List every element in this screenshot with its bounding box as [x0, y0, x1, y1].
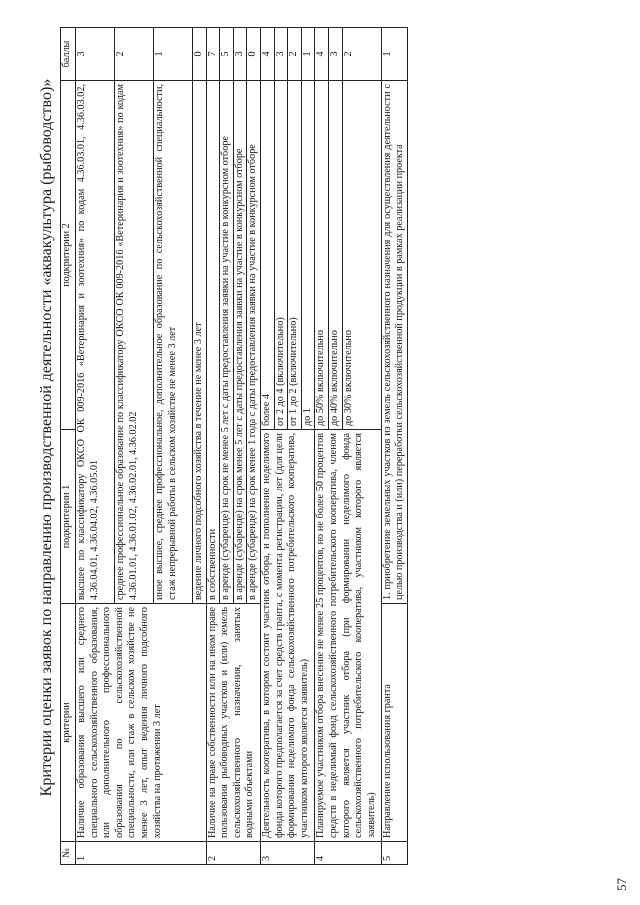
- score-value: 2: [115, 28, 154, 81]
- subcriterion-text: в аренде (субаренде) на срок не менее 5 лет с даты предоставления заявки на участие в конкурсном отборе: [220, 81, 234, 604]
- header-subcriteria-1: подкритерии 1: [61, 430, 76, 604]
- criterion-text: Планируемое участником отбора внесение не менее 25 процентов, но не более 50 процентов средств в неделимый фонд сельскохозяйственного потребительского кооператива, членом которого является участник отбора (при формировании неделимого фонда сельскохозяйственного потребительского кооператива, участником которого является заявитель): [315, 430, 381, 842]
- score-value: 3: [328, 28, 342, 81]
- score-value: 3: [76, 28, 115, 81]
- header-num: №: [61, 842, 76, 865]
- table-row: [260, 28, 274, 865]
- criterion-number: 4: [315, 842, 381, 865]
- score-value: 1: [381, 28, 407, 81]
- header-score: баллы: [61, 28, 76, 81]
- page-number: 57: [614, 878, 629, 891]
- table-row: [76, 28, 115, 865]
- subcriterion-2-text: более 4: [260, 81, 274, 430]
- score-value: 4: [315, 28, 329, 81]
- subcriterion-text: высшее по классификатору ОКСО ОК 009-2016 «Ветеринария и зоотехния» по кодам 4.36.03.01, 4.36.03.02, 4.36.04.01, 4.36.04.02, 4.36.05.01: [76, 81, 115, 604]
- table-row: [206, 28, 220, 865]
- score-value: 2: [288, 28, 302, 81]
- subcriterion-text: в аренде (субаренде) на срок менее 5 лет с даты предоставления заявки на участие в конкурсном отборе: [233, 81, 247, 604]
- subcriterion-text: в аренде (субаренде) на срок менее 1 года с даты предоставления заявки на участие в конкурсном отборе: [247, 81, 261, 604]
- criterion-number: 3: [260, 842, 314, 865]
- criterion-text: Наличие образования высшего или среднего специального сельскохозяйственного образования, или дополнительного профессионального образования по сельскохозяйственной специальности, или стаж в сельском хозяйстве не менее 3 лет, опыт ведения личного подсобного хозяйства на протяжении 3 лет: [76, 604, 207, 842]
- subcriterion-text: иное высшее, среднее профессиональное, дополнительное образование по сельскохозяйственной специальности, стаж непрерывной работы в сельском хозяйстве не менее 3 лет: [154, 81, 193, 604]
- score-value: 4: [260, 28, 274, 81]
- score-value: 1: [154, 28, 193, 81]
- header-subcriteria-2: подкритерии 2: [61, 81, 76, 430]
- score-value: 2: [342, 28, 381, 81]
- page-title: Критерии оценки заявок по направлению производственной деятельности «аквакультура (рыбоводство)»: [38, 78, 55, 797]
- score-value: 0: [193, 28, 207, 81]
- table-row: [315, 28, 329, 865]
- subcriterion-2-text: от 1 до 2 (включительно): [288, 81, 302, 430]
- criterion-number: 2: [206, 842, 260, 865]
- subcriterion-text: среднее профессиональное образование по классификатору ОКСО ОК 009-2016 «Ветеринария и зоотехния» по кодам 4.36.01.01, 4.36.01.02, 4.36.02.01, 4.36.02.02: [115, 81, 154, 604]
- score-value: 3: [233, 28, 247, 81]
- score-value: 5: [220, 28, 234, 81]
- criterion-text: Деятельность кооператива, в котором состоит участник отбора, и пополнение неделимого фонда которого предполагается за счет средств гранта, с момента регистрации, лет (для цели формирования неделимого фонда сельскохозяйственного потребительского кооператива, участником которого является заявитель): [260, 430, 314, 842]
- criterion-text: Направление использования гранта: [381, 604, 407, 842]
- table-header-row: [61, 28, 76, 865]
- table-row: [381, 28, 407, 865]
- score-value: 0: [247, 28, 261, 81]
- score-value: 3: [274, 28, 288, 81]
- subcriterion-2-text: до 40% включительно: [328, 81, 342, 430]
- criteria-table: [60, 27, 408, 865]
- subcriterion-2-text: до 50% включительно: [315, 81, 329, 430]
- score-value: 1: [301, 28, 315, 81]
- subcriterion-text: ведение личного подсобного хозяйства в течение не менее 3 лет: [193, 81, 207, 604]
- criterion-text: Наличие на праве собственности или на ином праве пользования рыбоводных участков и (или) земель сельскохозяйственного назначения, занятых водными объектами: [206, 604, 260, 842]
- score-value: 7: [206, 28, 220, 81]
- subcriterion-2-text: до 1: [301, 81, 315, 430]
- subcriterion-2-text: от 2 до 4 (включительно): [274, 81, 288, 430]
- subcriterion-2-text: до 30% включительно: [342, 81, 381, 430]
- criterion-number: 5: [381, 842, 407, 865]
- subcriterion-text: 1. приобретение земельных участков из земель сельскохозяйственного назначения для осуществления деятельности с целью производства и (или) переработки сельскохозяйственной продукции в рамках реализации проекта: [381, 81, 407, 604]
- criterion-number: 1: [76, 842, 207, 865]
- subcriterion-text: в собственности: [206, 81, 220, 604]
- header-criteria: критерии: [61, 604, 76, 842]
